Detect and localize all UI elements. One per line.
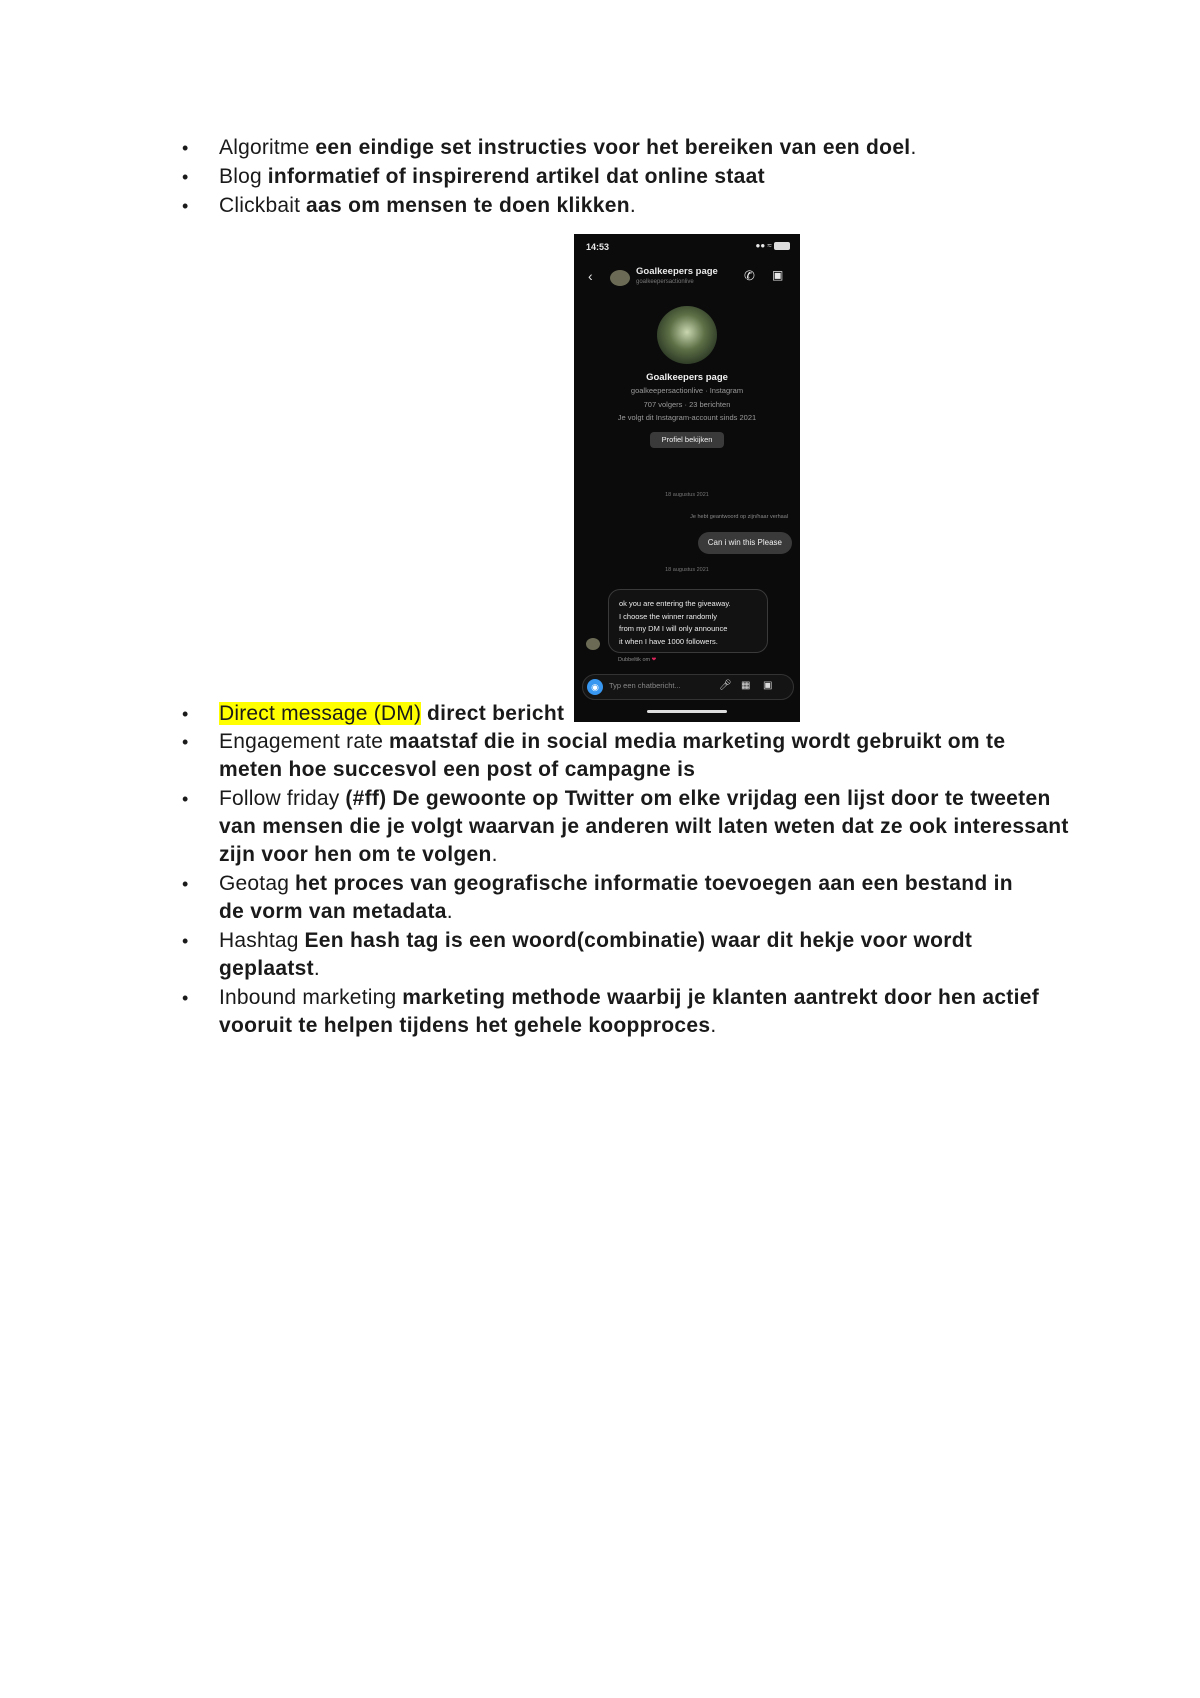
profile-stats: 707 volgers · 23 berichten [643, 400, 731, 409]
profile-follow-since: Je volgt dit Instagram-account sinds 2021 [617, 413, 757, 422]
punctuation: . [629, 194, 636, 217]
phone-call-icon: ✆ [744, 268, 755, 283]
received-message-text: ok you are entering the giveaway. I choose the winner randomly from my DM I will only announce it when I have 1000 followers. [619, 599, 731, 646]
message-composer [582, 674, 794, 700]
back-arrow-icon: ‹ [588, 268, 593, 284]
term-highlighted: Direct message (DM) [219, 702, 422, 725]
term: Geotag [219, 872, 290, 895]
profile-handle: goalkeepersactionlive · Instagram [630, 386, 744, 395]
bullet [182, 163, 218, 191]
home-indicator [647, 710, 727, 713]
image-icon: ▦ [741, 680, 751, 691]
heart-icon: ❤ [651, 657, 657, 663]
profile-name: Goalkeepers page [646, 372, 728, 383]
chat-title: Goalkeepers page [636, 266, 718, 277]
bullet [182, 927, 218, 955]
punctuation: . [491, 843, 498, 866]
punctuation: . [910, 136, 917, 159]
definition: marketing methode waarbij je klanten aantrekt door hen actief vooruit te helpen tijdens het gehele koopproces [219, 986, 1039, 1037]
battery-icon [774, 242, 790, 250]
definition: De gewoonte op Twitter om elke vrijdag een lijst door te tweeten van mensen die je volgt waarvan je anderen wilt laten weten dat ze ook interessant zijn voor hen om te volgen [219, 787, 1069, 866]
term: Inbound marketing [219, 986, 397, 1009]
definition: direct bericht [427, 702, 565, 725]
definition: maatstaf die in social media marketing wordt gebruikt om te meten hoe succesvol een post of campagne is [219, 730, 1006, 781]
punctuation: . [313, 957, 320, 980]
bullet [182, 984, 218, 1012]
bullet [182, 785, 218, 813]
definition: het proces van geografische informatie toevoegen aan een bestand in de vorm van metadata [219, 872, 1013, 923]
composer-placeholder: Typ een chatbericht... [609, 681, 681, 690]
bullet [182, 870, 218, 898]
status-icons: ●● ≈ [756, 241, 791, 250]
status-time: 14:53 [586, 242, 610, 252]
sender-avatar [586, 638, 600, 650]
reaction-note [618, 657, 656, 663]
definition: Een hash tag is een woord(combinatie) waar dit hekje voor wordt geplaatst [219, 929, 973, 980]
reaction-text: Dubbeltik om [618, 657, 651, 663]
bullet [182, 134, 218, 162]
story-reply-note: Je hebt geantwoord op zijn/haar verhaal [690, 514, 788, 520]
sent-message: Can i win this Please [698, 532, 792, 554]
term-tag: (#ff) [345, 787, 387, 810]
camera-icon: ◉ [587, 679, 603, 695]
sticker-icon: ▣ [763, 680, 773, 691]
received-message [608, 589, 768, 653]
term: Engagement rate [219, 730, 384, 753]
chat-username: goalkeepersactionlive [636, 279, 694, 285]
bullet [182, 700, 218, 728]
term: Blog [219, 165, 262, 188]
term: Follow friday [219, 787, 340, 810]
punctuation: . [710, 1014, 717, 1037]
term: Clickbait [219, 194, 301, 217]
view-profile-button: Profiel bekijken [650, 432, 724, 448]
date-divider: 18 augustus 2021 [665, 567, 709, 573]
header-avatar [610, 270, 630, 286]
date-divider: 18 augustus 2021 [665, 492, 709, 498]
definition: aas om mensen te doen klikken [306, 194, 630, 217]
instagram-dm-screenshot [574, 234, 800, 722]
profile-avatar [657, 306, 717, 364]
punctuation: . [446, 900, 453, 923]
term: Algoritme [219, 136, 310, 159]
video-call-icon: ▣ [772, 268, 784, 282]
bullet [182, 192, 218, 220]
definition: informatief of inspirerend artikel dat online staat [267, 165, 765, 188]
term: Hashtag [219, 929, 299, 952]
definition: een eindige set instructies voor het bereiken van een doel [315, 136, 911, 159]
microphone-icon: 🎤︎ [719, 680, 732, 691]
bullet [182, 728, 218, 756]
